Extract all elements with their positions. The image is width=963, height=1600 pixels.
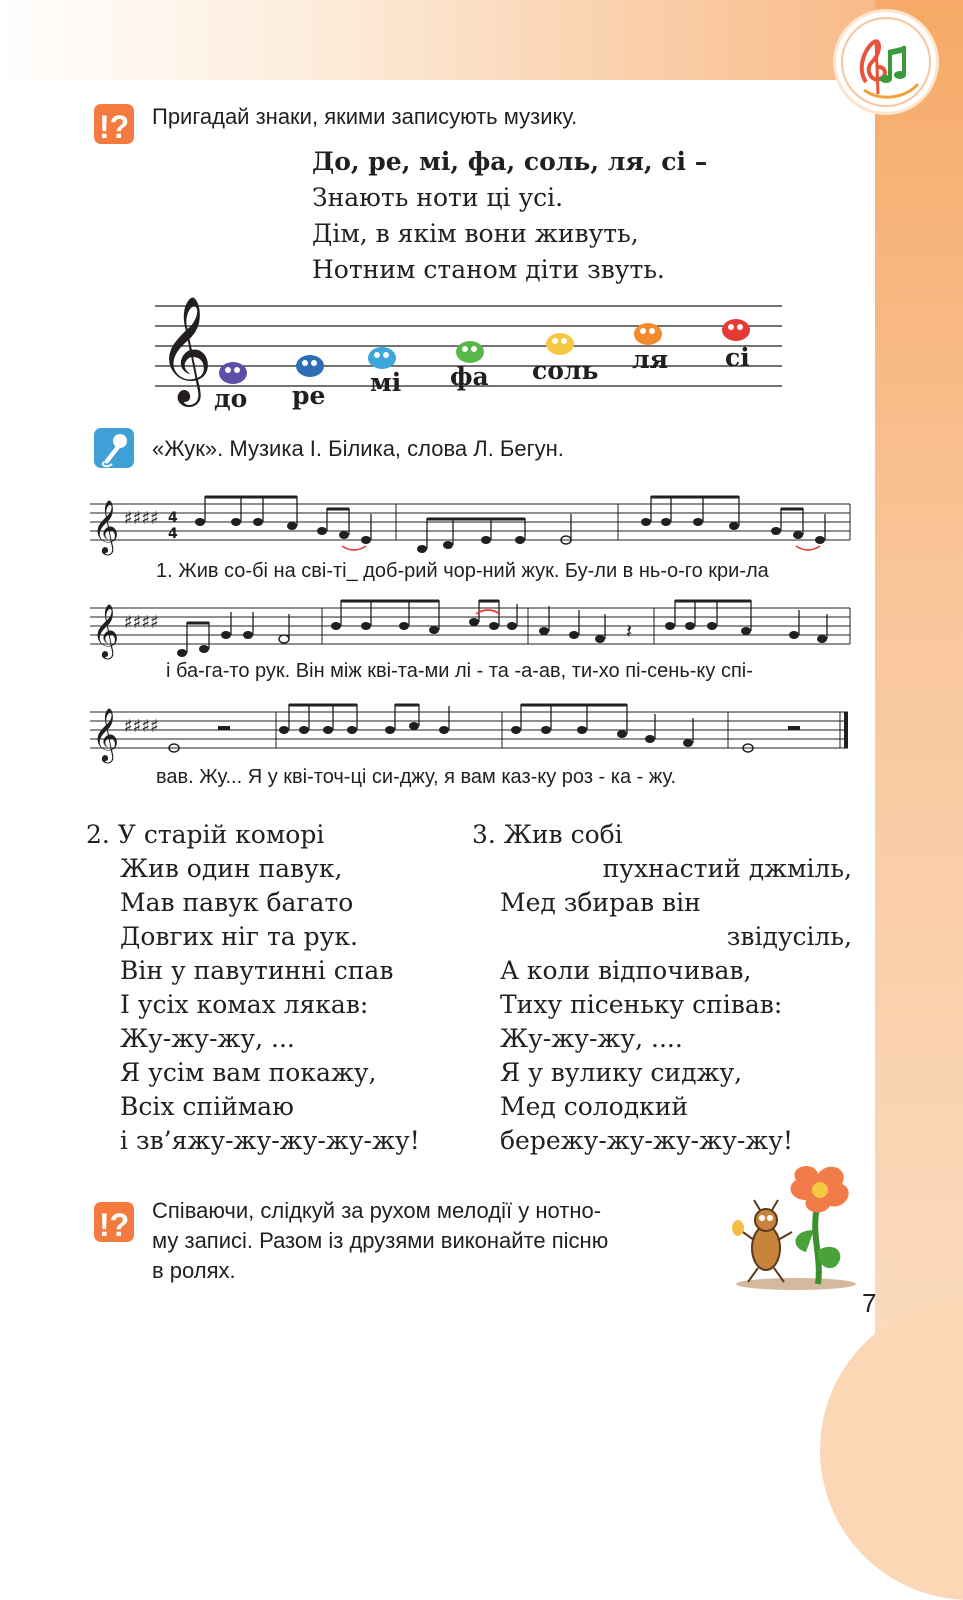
page-number: 7	[862, 1288, 877, 1318]
verse-line: Довгих ніг та рук.	[120, 922, 358, 951]
music-notes-icon	[836, 12, 936, 112]
verse-line: Я у вулику сиджу,	[500, 1058, 743, 1087]
task-line: в ролях.	[152, 1258, 236, 1283]
note-label-la: ля	[632, 345, 669, 374]
verse-line: Мед збирав він	[500, 888, 701, 917]
microphone-icon	[90, 424, 138, 472]
verse-2	[86, 818, 420, 1158]
note-label-sol: соль	[532, 356, 599, 385]
poem-line: Дім, в якім вони живуть,	[312, 219, 639, 248]
poem	[312, 144, 707, 288]
verse-line: 3. Жив собі	[472, 820, 623, 849]
question-exclamation-icon	[90, 100, 138, 148]
note-label-mi: мі	[370, 368, 402, 397]
music-staff-1	[88, 490, 852, 560]
svg-text:𝄞: 𝄞	[92, 603, 120, 657]
verse-line: А коли відпочивав,	[500, 956, 752, 985]
svg-text:♯♯♯♯: ♯♯♯♯	[124, 612, 159, 633]
svg-text:𝄞: 𝄞	[92, 707, 120, 761]
verse-line: і зв’яжу-жу-жу-жу-жу!	[120, 1126, 420, 1155]
verse-3	[472, 818, 852, 1158]
poem-line: Нотним станом діти звуть.	[312, 255, 665, 284]
task-line: Співаючи, слідкуй за рухом мелодії у нотно-	[152, 1198, 602, 1223]
verse-line: Мед солодкий	[500, 1092, 689, 1121]
corner-decoration	[820, 1300, 963, 1600]
verse-line: Жу-жу-жу, ...	[120, 1024, 295, 1053]
note-character-re	[290, 350, 330, 383]
svg-text:𝄽: 𝄽	[626, 619, 633, 643]
treble-clef-icon: 𝄞	[158, 296, 213, 402]
verse-line: звідусіль,	[726, 922, 852, 951]
task-instruction: Пригадай знаки, якими записують музику.	[152, 104, 578, 129]
lyrics-line-3: вав. Жу... Я у кві-точ-ці си-джу, я вам каз-ку роз - ка - жу.	[156, 766, 677, 788]
svg-text:!?: !?	[99, 1207, 130, 1243]
svg-text:♯♯♯♯: ♯♯♯♯	[124, 716, 159, 737]
note-label-do: до	[214, 384, 248, 413]
beetle-flower-illustration	[718, 1160, 868, 1292]
verse-line: Жив один павук,	[120, 854, 343, 883]
verse-line: Я усім вам покажу,	[120, 1058, 377, 1087]
song-title: «Жук». Музика І. Білика, слова Л. Бегун.	[152, 436, 564, 461]
music-staff-2	[88, 594, 852, 664]
lyrics-line-1: 1. Жив со-бі на сві-ті_ доб-рий чор-ний жук. Бу-ли в нь-о-го кри-ла	[156, 560, 769, 582]
verse-line: Жу-жу-жу, ....	[500, 1024, 683, 1053]
svg-text:4: 4	[168, 510, 178, 526]
verse-line: Всіх спіймаю	[120, 1092, 294, 1121]
svg-text:𝄞: 𝄞	[92, 499, 120, 553]
music-staff-3	[88, 698, 852, 768]
verse-line: Тиху пісеньку співав:	[500, 990, 783, 1019]
svg-text:!?: !?	[99, 109, 130, 145]
note-label-re: ре	[292, 381, 326, 410]
note-label-fa: фа	[450, 362, 489, 391]
poem-line: До, ре, мі, фа, соль, ля, сі –	[312, 147, 708, 176]
question-exclamation-icon	[90, 1198, 138, 1246]
verse-line: І усіх комах лякав:	[120, 990, 369, 1019]
lyrics-line-2: і ба-га-то рук. Він між кві-та-ми лі - та -а-ав, ти-хо пі-сень-ку спі-	[166, 660, 753, 682]
svg-text:♯♯♯♯: ♯♯♯♯	[124, 508, 159, 529]
poem-line: Знають ноти ці усі.	[312, 183, 564, 212]
right-decorative-band	[875, 0, 963, 1394]
note-label-si: сі	[725, 343, 750, 372]
top-decorative-band	[0, 0, 963, 80]
verse-line: Він у павутинні спав	[120, 956, 394, 985]
verse-line: Мав павук багато	[120, 888, 354, 917]
task-line: му записі. Разом із друзями виконайте пісню	[152, 1228, 609, 1253]
verse-line: бережу-жу-жу-жу-жу!	[500, 1126, 794, 1155]
verse-line: пухнастий джміль,	[602, 854, 852, 883]
svg-text:4: 4	[168, 526, 178, 542]
verse-line: 2. У старій коморі	[86, 820, 325, 849]
task-instruction-2	[152, 1196, 608, 1286]
